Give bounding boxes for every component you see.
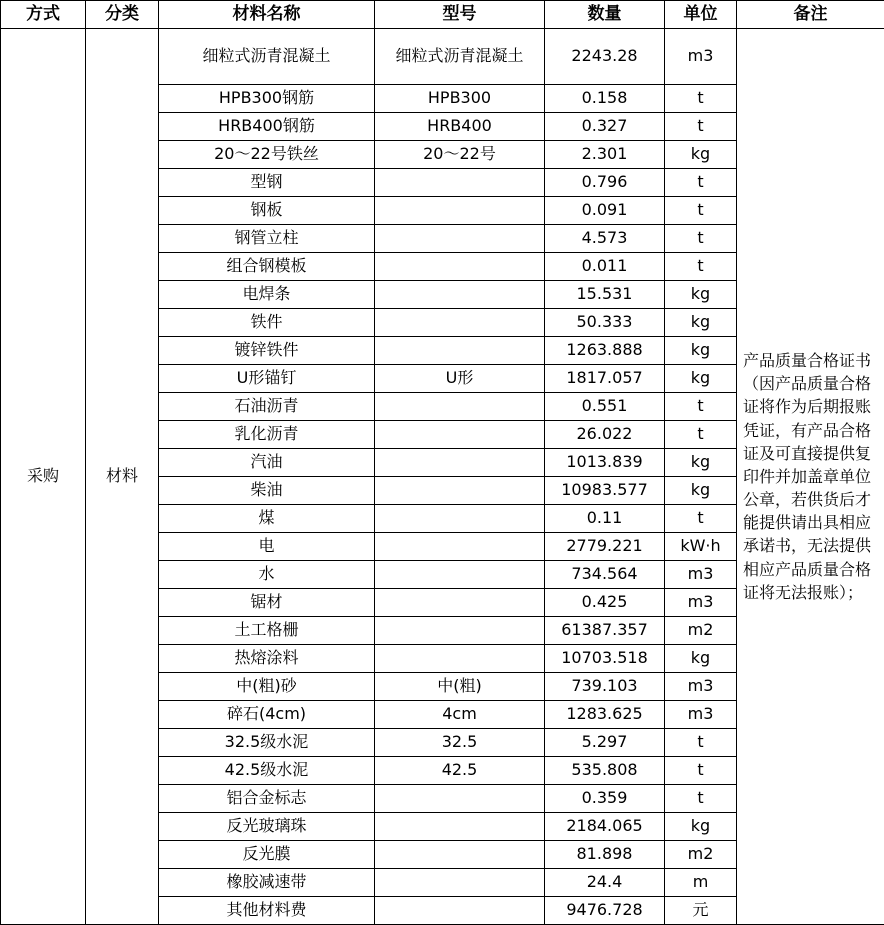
- material-name-cell: 水: [159, 561, 375, 589]
- material-name-cell: 其他材料费: [159, 897, 375, 925]
- material-name-cell: 电: [159, 533, 375, 561]
- unit-cell: kg: [665, 813, 737, 841]
- header-unit: 单位: [665, 1, 737, 29]
- unit-cell: m3: [665, 701, 737, 729]
- method-cell: 采购: [1, 29, 86, 925]
- unit-cell: t: [665, 785, 737, 813]
- quantity-cell: 26.022: [545, 421, 665, 449]
- model-cell: [375, 813, 545, 841]
- unit-cell: m2: [665, 841, 737, 869]
- unit-cell: m3: [665, 589, 737, 617]
- quantity-cell: 739.103: [545, 673, 665, 701]
- model-cell: 4cm: [375, 701, 545, 729]
- model-cell: [375, 869, 545, 897]
- material-name-cell: 中(粗)砂: [159, 673, 375, 701]
- material-name-cell: 组合钢模板: [159, 253, 375, 281]
- quantity-cell: 24.4: [545, 869, 665, 897]
- material-name-cell: 20～22号铁丝: [159, 141, 375, 169]
- quantity-cell: 0.011: [545, 253, 665, 281]
- unit-cell: m: [665, 869, 737, 897]
- model-cell: [375, 561, 545, 589]
- quantity-cell: 0.359: [545, 785, 665, 813]
- unit-cell: t: [665, 505, 737, 533]
- material-name-cell: HRB400钢筋: [159, 113, 375, 141]
- model-cell: [375, 841, 545, 869]
- quantity-cell: 1817.057: [545, 365, 665, 393]
- quantity-cell: 1263.888: [545, 337, 665, 365]
- model-cell: [375, 421, 545, 449]
- material-name-cell: 镀锌铁件: [159, 337, 375, 365]
- material-name-cell: 型钢: [159, 169, 375, 197]
- model-cell: [375, 505, 545, 533]
- unit-cell: t: [665, 197, 737, 225]
- unit-cell: t: [665, 85, 737, 113]
- material-name-cell: 汽油: [159, 449, 375, 477]
- header-model: 型号: [375, 1, 545, 29]
- unit-cell: kg: [665, 309, 737, 337]
- model-cell: [375, 449, 545, 477]
- material-name-cell: 铝合金标志: [159, 785, 375, 813]
- material-name-cell: 锯材: [159, 589, 375, 617]
- quantity-cell: 0.425: [545, 589, 665, 617]
- material-name-cell: 电焊条: [159, 281, 375, 309]
- model-cell: [375, 897, 545, 925]
- material-name-cell: 42.5级水泥: [159, 757, 375, 785]
- model-cell: 42.5: [375, 757, 545, 785]
- material-name-cell: 细粒式沥青混凝土: [159, 29, 375, 85]
- quantity-cell: 10983.577: [545, 477, 665, 505]
- material-name-cell: 铁件: [159, 309, 375, 337]
- model-cell: [375, 197, 545, 225]
- unit-cell: m2: [665, 617, 737, 645]
- model-cell: [375, 281, 545, 309]
- quantity-cell: 0.796: [545, 169, 665, 197]
- unit-cell: kg: [665, 477, 737, 505]
- quantity-cell: 0.11: [545, 505, 665, 533]
- unit-cell: t: [665, 169, 737, 197]
- material-name-cell: 钢板: [159, 197, 375, 225]
- quantity-cell: 9476.728: [545, 897, 665, 925]
- category-cell: 材料: [86, 29, 159, 925]
- quantity-cell: 0.327: [545, 113, 665, 141]
- unit-cell: t: [665, 225, 737, 253]
- unit-cell: kg: [665, 281, 737, 309]
- model-cell: [375, 589, 545, 617]
- model-cell: HPB300: [375, 85, 545, 113]
- quantity-cell: 2184.065: [545, 813, 665, 841]
- material-name-cell: 柴油: [159, 477, 375, 505]
- material-name-cell: 土工格栅: [159, 617, 375, 645]
- material-name-cell: U形锚钉: [159, 365, 375, 393]
- table-row: [1, 29, 884, 85]
- unit-cell: t: [665, 421, 737, 449]
- unit-cell: t: [665, 757, 737, 785]
- material-name-cell: 煤: [159, 505, 375, 533]
- material-name-cell: 橡胶减速带: [159, 869, 375, 897]
- material-name-cell: 乳化沥青: [159, 421, 375, 449]
- model-cell: 中(粗): [375, 673, 545, 701]
- unit-cell: kW·h: [665, 533, 737, 561]
- material-name-cell: 钢管立柱: [159, 225, 375, 253]
- quantity-cell: 1013.839: [545, 449, 665, 477]
- unit-cell: m3: [665, 673, 737, 701]
- material-name-cell: 反光膜: [159, 841, 375, 869]
- model-cell: [375, 785, 545, 813]
- model-cell: 20～22号: [375, 141, 545, 169]
- model-cell: [375, 253, 545, 281]
- model-cell: [375, 393, 545, 421]
- quantity-cell: 2243.28: [545, 29, 665, 85]
- quantity-cell: 2.301: [545, 141, 665, 169]
- unit-cell: t: [665, 729, 737, 757]
- model-cell: [375, 309, 545, 337]
- quantity-cell: 734.564: [545, 561, 665, 589]
- table-body: [1, 29, 884, 925]
- material-name-cell: 反光玻璃珠: [159, 813, 375, 841]
- quantity-cell: 10703.518: [545, 645, 665, 673]
- unit-cell: kg: [665, 645, 737, 673]
- quantity-cell: 535.808: [545, 757, 665, 785]
- header-quantity: 数量: [545, 1, 665, 29]
- model-cell: 32.5: [375, 729, 545, 757]
- quantity-cell: 0.158: [545, 85, 665, 113]
- quantity-cell: 2779.221: [545, 533, 665, 561]
- model-cell: [375, 225, 545, 253]
- unit-cell: kg: [665, 365, 737, 393]
- unit-cell: t: [665, 253, 737, 281]
- quantity-cell: 81.898: [545, 841, 665, 869]
- material-name-cell: HPB300钢筋: [159, 85, 375, 113]
- unit-cell: kg: [665, 141, 737, 169]
- unit-cell: m3: [665, 29, 737, 85]
- quantity-cell: 61387.357: [545, 617, 665, 645]
- model-cell: [375, 169, 545, 197]
- header-material-name: 材料名称: [159, 1, 375, 29]
- quantity-cell: 50.333: [545, 309, 665, 337]
- quantity-cell: 4.573: [545, 225, 665, 253]
- header-category: 分类: [86, 1, 159, 29]
- quantity-cell: 0.551: [545, 393, 665, 421]
- remarks-cell: 产品质量合格证书（因产品质量合格证将作为后期报账凭证，有产品合格证及可直接提供复印件并加盖章单位公章，若供货后才能提供请出具相应承诺书，无法提供相应产品质量合格证将无法报账）；: [737, 29, 884, 925]
- material-name-cell: 碎石(4cm): [159, 701, 375, 729]
- model-cell: 细粒式沥青混凝土: [375, 29, 545, 85]
- quantity-cell: 0.091: [545, 197, 665, 225]
- unit-cell: m3: [665, 561, 737, 589]
- quantity-cell: 1283.625: [545, 701, 665, 729]
- material-name-cell: 32.5级水泥: [159, 729, 375, 757]
- model-cell: [375, 617, 545, 645]
- material-name-cell: 热熔涂料: [159, 645, 375, 673]
- unit-cell: t: [665, 113, 737, 141]
- model-cell: [375, 645, 545, 673]
- header-method: 方式: [1, 1, 86, 29]
- header-row: [1, 1, 884, 29]
- quantity-cell: 15.531: [545, 281, 665, 309]
- quantity-cell: 5.297: [545, 729, 665, 757]
- unit-cell: 元: [665, 897, 737, 925]
- model-cell: [375, 337, 545, 365]
- material-name-cell: 石油沥青: [159, 393, 375, 421]
- unit-cell: t: [665, 393, 737, 421]
- unit-cell: kg: [665, 449, 737, 477]
- header-remarks: 备注: [737, 1, 884, 29]
- model-cell: [375, 533, 545, 561]
- model-cell: [375, 477, 545, 505]
- unit-cell: kg: [665, 337, 737, 365]
- model-cell: HRB400: [375, 113, 545, 141]
- model-cell: U形: [375, 365, 545, 393]
